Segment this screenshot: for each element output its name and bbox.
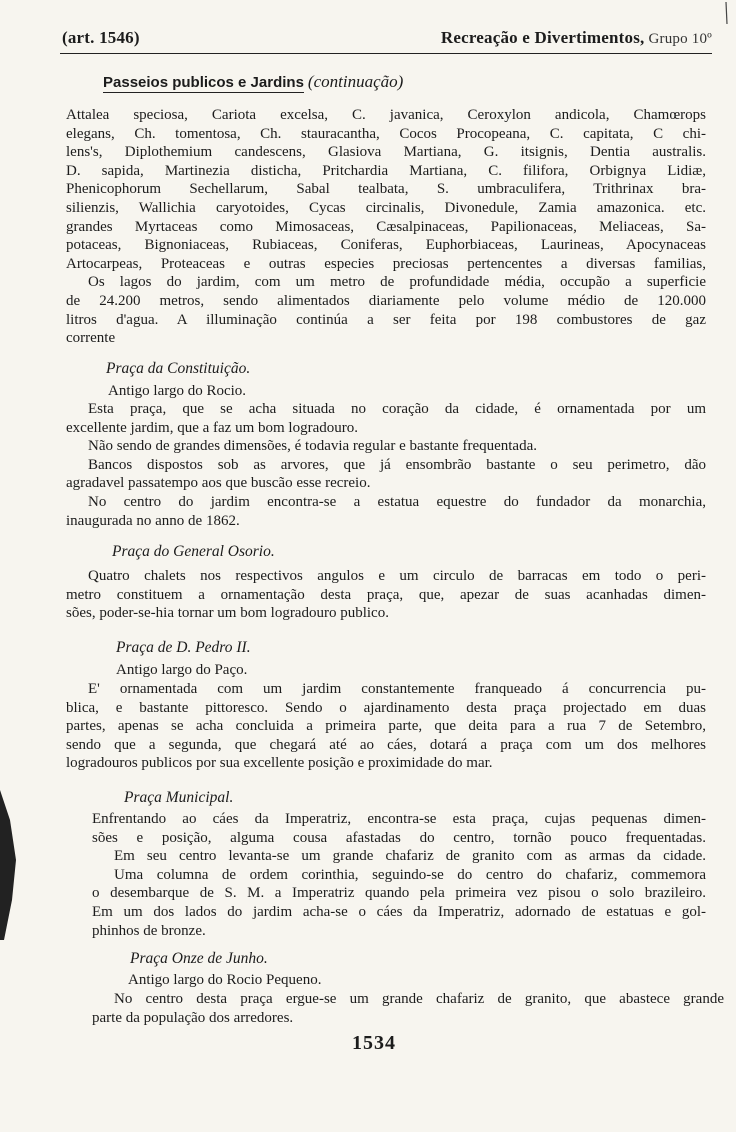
place-text-pedro-ii — [66, 680, 706, 773]
text-line: agradavel passatempo aos que buscão esse recreio. — [66, 475, 371, 492]
text-line: sendo que a segunda, que chegará até ao cáes, dotará a praça com um dos melhores — [66, 736, 706, 753]
text-line: litros d'agua. A illuminação continúa a ser feita por 198 combustores de gaz — [66, 311, 706, 328]
text-line: Os lagos do jardim, com um metro de profundidade média, occupão a superficie — [88, 274, 706, 291]
header-title: Recreação e Divertimentos, — [440, 28, 645, 47]
text-line: Enfrentando ao cáes da Imperatriz, encontra-se esta praça, cujas pequenas dimen- — [92, 811, 706, 827]
text-line: Phenicophorum Sechellarum, Sabal tealbata, S. umbraculifera, Trithrinax bra- — [66, 181, 706, 198]
text-line: inaugurada no anno de 1862. — [66, 512, 240, 529]
text-line: excellente jardim, que a faz um bom logradouro. — [66, 419, 358, 436]
text-line: corrente — [66, 330, 116, 347]
text-line: No centro do jardim encontra-se a estatua equestre do fundador da monarchia, — [88, 493, 706, 510]
place-subtitle-onze-de-junho: Antigo largo do Rocio Pequeno. — [128, 972, 322, 988]
text-line: Em um dos lados do jardim acha-se o cáes da Imperatriz, adornado de estatuas e gol- — [92, 903, 706, 920]
section-title: Passeios publicos e Jardins — [103, 74, 304, 91]
text-line: Artocarpeas, Proteaceas e outras especies preciosas pertencentes a diversas familias, — [66, 255, 706, 272]
place-title-onze-de-junho: Praça Onze de Junho. — [130, 950, 268, 967]
place-subtitle-pedro-ii: Antigo largo do Paço. — [116, 662, 248, 678]
text-line: logradouros publicos por sua excellente posição e proximidade do mar. — [66, 755, 493, 772]
page-edge-shadow — [0, 790, 18, 940]
place-title-constituicao: Praça da Constituição. — [106, 360, 251, 377]
text-line: Attalea speciosa, Cariota excelsa, C. javanica, Ceroxylon andicola, Chamœrops — [66, 107, 706, 123]
place-text-onze-de-junho — [92, 990, 724, 1027]
text-line: parte da população dos arredores. — [92, 1009, 294, 1026]
text-line: phinhos de bronze. — [92, 922, 206, 939]
place-subtitle-constituicao: Antigo largo do Rocio. — [108, 383, 247, 399]
text-line: sões, poder-se-hia tornar um bom logradouro publico. — [66, 605, 389, 622]
section-continuation: (continuação) — [307, 72, 404, 91]
text-line: blica, e bastante pittoresco. Sendo o ajardinamento desta praça projectado em duas — [66, 699, 706, 716]
text-line: sões e posição, alguma cousa afastadas do centro, tornão pouco frequentadas. — [92, 829, 706, 846]
text-line: de 24.200 metros, sendo alimentados diariamente pelo volume médio de 120.000 — [66, 292, 706, 309]
text-line: No centro desta praça ergue-se um grande chafariz de granito, que abastece grande — [114, 991, 724, 1007]
page-number: 1534 — [352, 1032, 396, 1054]
place-text-general-osorio — [66, 567, 706, 623]
article-number: (art. 1546) — [62, 28, 140, 47]
text-line: lens's, Diplothemium candescens, Glasiova Martiana, G. itsignis, Dentia australis. — [66, 144, 706, 161]
intro-paragraph — [66, 106, 706, 348]
place-title-general-osorio: Praça do General Osorio. — [112, 543, 275, 560]
place-text-constituicao — [66, 400, 706, 530]
text-line: metro constituem a ornamentação desta praça, que, apezar de suas acanhadas dimen- — [66, 586, 706, 603]
corner-mark — [724, 2, 734, 24]
header-title-group — [441, 28, 712, 48]
place-text-municipal — [92, 810, 706, 940]
text-line: o desembarque de S. M. a Imperatriz quando pela primeira vez pisou o solo brazileiro. — [92, 885, 706, 902]
text-line: grandes Myrtaceas como Mimosaceas, Cæsalpinaceas, Papilionaceas, Meliaceas, Sa- — [66, 218, 706, 235]
text-line: silienzis, Wallichia caryotoides, Cycas circinalis, Divonedule, Zamia amazonica. etc. — [66, 199, 706, 216]
place-title-pedro-ii: Praça de D. Pedro II. — [116, 639, 251, 656]
text-line: Esta praça, que se acha situada no coração da cidade, é ornamentada por um — [88, 401, 706, 417]
section-heading — [103, 72, 403, 92]
running-header — [62, 28, 712, 50]
text-line: Em seu centro levanta-se um grande chafariz de granito com as armas da cidade. — [114, 848, 706, 865]
text-line: E' ornamentada com um jardim constantemente franqueado á concurrencia pu- — [88, 681, 706, 697]
text-line: partes, apenas se acha concluida a primeira parte, que deita para a rua 7 de Setembro, — [66, 718, 706, 735]
header-rule — [60, 53, 712, 54]
place-title-municipal: Praça Municipal. — [124, 789, 234, 806]
header-group: Grupo 10º — [648, 31, 712, 47]
text-line: Não sendo de grandes dimensões, é todavia regular e bastante frequentada. — [88, 438, 537, 455]
text-line: potaceas, Bignoniaceas, Rubiaceas, Coniferas, Euphorbiaceas, Laurineas, Apocynaceas — [66, 237, 706, 254]
text-line: Uma columna de ordem corinthia, seguindo-se do centro do chafariz, commemora — [114, 866, 706, 883]
text-line: elegans, Ch. tomentosa, Ch. stauracantha, Cocos Procopeana, C. capitata, C chi- — [66, 125, 706, 142]
text-line: D. sapida, Martinezia disticha, Pritchardia Martiana, C. filifora, Orbignya Lidiæ, — [66, 162, 706, 179]
text-line: Bancos dispostos sob as arvores, que já ensombrão bastante o seu perimetro, dão — [88, 456, 706, 473]
text-line: Quatro chalets nos respectivos angulos e um circulo de barracas em todo o peri- — [88, 568, 706, 584]
